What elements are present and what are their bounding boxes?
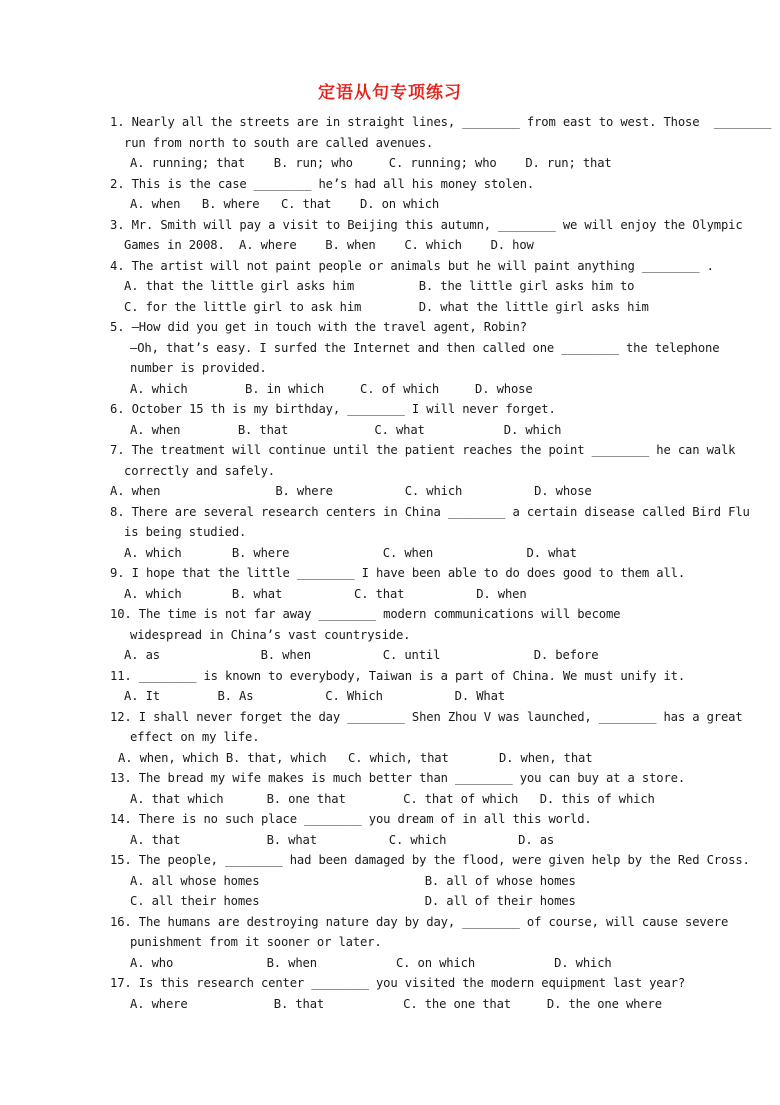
question-stem: 12. I shall never forget the day ________ Shen Zhou V was launched, ________ has a great bbox=[110, 709, 743, 724]
question-stem-continued: is being studied. bbox=[124, 525, 247, 539]
question-stem: 3. Mr. Smith will pay a visit to Beijing this autumn, ________ we will enjoy the Olympic bbox=[110, 217, 743, 232]
question-stem: 5. —How did you get in touch with the travel agent, Robin? bbox=[110, 320, 527, 334]
answer-options: A. as B. when C. until D. before bbox=[124, 648, 599, 662]
question-stem-continued: widespread in China’s vast countryside. bbox=[130, 627, 411, 642]
question-stem: 15. The people, ________ had been damaged by the flood, were given help by the Red Cross. bbox=[110, 853, 750, 867]
answer-options: A. that B. what C. which D. as bbox=[130, 832, 555, 847]
answer-options: A. where B. that C. the one that D. the one where bbox=[130, 996, 662, 1011]
question-stem-continued: correctly and safely. bbox=[124, 463, 275, 478]
question-stem-continued: number is provided. bbox=[130, 361, 267, 375]
question-stem: 11. ________ is known to everybody, Taiwan is a part of China. We must unify it. bbox=[110, 668, 685, 683]
answer-options: A. that the little girl asks him B. the little girl asks him to bbox=[124, 279, 635, 293]
question-stem: 10. The time is not far away ________ modern communications will become bbox=[110, 607, 621, 621]
question-stem-continued: effect on my life. bbox=[130, 730, 260, 744]
answer-options: A. running; that B. run; who C. running; who D. run; that bbox=[130, 156, 612, 170]
question-stem-continued: punishment from it sooner or later. bbox=[130, 935, 382, 949]
question-stem: 2. This is the case ________ he’s had all his money stolen. bbox=[110, 176, 535, 191]
question-stem: 9. I hope that the little ________ I have been able to do does good to them all. bbox=[110, 566, 685, 580]
answer-options: A. that which B. one that C. that of which D. this of which bbox=[130, 791, 655, 806]
answer-options: A. which B. where C. when D. what bbox=[124, 545, 577, 560]
answer-options: A. when B. where C. which D. whose bbox=[110, 484, 592, 498]
answer-options: C. all their homes D. all of their homes bbox=[130, 894, 576, 908]
question-stem-continued: —Oh, that’s easy. I surfed the Internet and then called one ________ the telephone bbox=[130, 340, 720, 355]
question-stem: 4. The artist will not paint people or animals but he will paint anything ________ . bbox=[110, 258, 714, 273]
question-stem: 17. Is this research center ________ you visited the modern equipment last year? bbox=[110, 976, 685, 990]
answer-options: A. which B. what C. that D. when bbox=[124, 586, 527, 601]
answer-options: C. for the little girl to ask him D. what the little girl asks him bbox=[124, 299, 649, 314]
page-title: 定语从句专项练习 bbox=[318, 83, 462, 103]
answer-options: A. when, which B. that, which C. which, that D. when, that bbox=[118, 750, 593, 765]
answer-options: A. when B. where C. that D. on which bbox=[130, 197, 440, 211]
question-stem-continued: run from north to south are called avenues. bbox=[124, 135, 434, 150]
question-stem: 7. The treatment will continue until the patient reaches the point ________ he can walk bbox=[110, 443, 736, 457]
answer-options: A. who B. when C. on which D. which bbox=[130, 955, 612, 970]
question-stem: 14. There is no such place ________ you dream of in all this world. bbox=[110, 812, 592, 826]
question-stem: 1. Nearly all the streets are in straight lines, ________ from east to west. Those ________ bbox=[110, 115, 772, 129]
answer-options: A. all whose homes B. all of whose homes bbox=[130, 873, 576, 888]
answer-options: A. when B. that C. what D. which bbox=[130, 422, 562, 437]
question-stem: 8. There are several research centers in China ________ a certain disease called Bird Flu bbox=[110, 504, 750, 519]
answer-options: A. It B. As C. Which D. What bbox=[124, 689, 505, 703]
answer-options: A. which B. in which C. of which D. whose bbox=[130, 381, 533, 396]
question-stem: 13. The bread my wife makes is much better than ________ you can buy at a store. bbox=[110, 771, 685, 785]
question-stem-continued: Games in 2008. A. where B. when C. which D. how bbox=[124, 238, 534, 252]
question-stem: 6. October 15 th is my birthday, ________ I will never forget. bbox=[110, 402, 556, 416]
question-stem: 16. The humans are destroying nature day by day, ________ of course, will cause severe bbox=[110, 914, 729, 929]
